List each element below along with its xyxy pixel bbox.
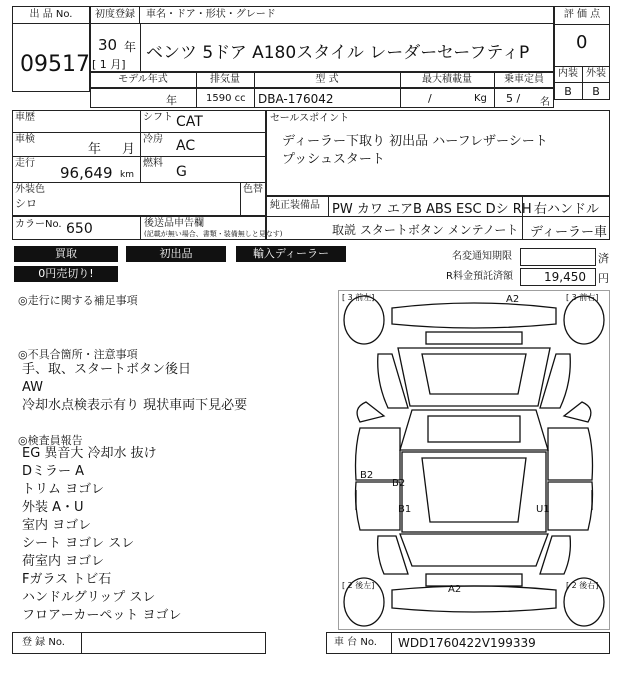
tag-import-dealer: 輸入ディーラー xyxy=(236,246,346,262)
inspection-year: 年 xyxy=(88,142,102,157)
model-code-value: DBA-176042 xyxy=(258,92,334,106)
corner-rear-left: [ 2 後左] xyxy=(342,581,375,590)
capacity-value: 5 / xyxy=(506,92,521,105)
model-year-label: モデル年式 xyxy=(118,74,168,85)
score-label: 評 価 点 xyxy=(563,9,601,20)
color-change-label: 色替 xyxy=(243,184,263,195)
score-label-line xyxy=(554,24,610,25)
inspector-line: 外装 A・U xyxy=(22,500,84,515)
defect-line: 手、取、スタートボタン後日 xyxy=(22,362,192,377)
corner-front-right: [ 3 前右] xyxy=(566,293,599,302)
corner-front-left: [ 3 前左] xyxy=(342,293,375,302)
lot-number: 09517 xyxy=(20,52,90,77)
inspection-month: 月 xyxy=(122,142,136,157)
ext-color-label: 外装色 xyxy=(15,184,45,195)
interior-label: 内装 xyxy=(558,68,578,79)
ac-label: 冷房 xyxy=(143,134,163,145)
lot-label: 出 品 No. xyxy=(29,9,73,20)
details-h3 xyxy=(12,182,266,183)
mileage-label: 走行 xyxy=(15,158,35,169)
grade-hline xyxy=(554,82,610,83)
car-diagram xyxy=(338,290,610,630)
damage-mark: B2 xyxy=(360,470,374,481)
max-load-unit: Kg xyxy=(474,93,487,104)
details-h2 xyxy=(12,156,266,157)
max-load-value: / xyxy=(428,92,432,105)
damage-mark: B2 xyxy=(392,478,406,489)
car-label: 車名・ドア・形状・グレード xyxy=(146,9,276,20)
details-h1 xyxy=(12,132,266,133)
model-name: ベンツ 5ドア A180スタイル レーダーセーフティP xyxy=(146,43,530,63)
inspector-line: トリム ヨゴレ xyxy=(22,482,105,497)
handle-side: 右ハンドル xyxy=(534,202,600,217)
year-divider xyxy=(140,24,141,72)
details-vline xyxy=(140,110,141,182)
max-load-label: 最大積載量 xyxy=(422,74,472,85)
inspector-line: フロアーカーペット ヨゴレ xyxy=(22,608,182,623)
ext-color-value: シロ xyxy=(15,197,37,210)
reg-year-unit: 年 xyxy=(124,40,137,54)
mileage-unit: km xyxy=(120,170,134,180)
aftermarket-label: 後送品申告欄 xyxy=(144,218,204,229)
tag-first-listing: 初出品 xyxy=(126,246,226,262)
color-no-vline xyxy=(140,216,141,240)
recycle-unit: 円 xyxy=(598,272,609,285)
displacement-value: 1590 cc xyxy=(206,93,246,104)
color-vline xyxy=(240,182,241,216)
inspection-label: 車検 xyxy=(15,134,35,145)
recycle-value: 19,450 xyxy=(544,270,586,284)
shift-label: シフト xyxy=(143,112,173,123)
equipment-label: 純正装備品 xyxy=(270,200,320,211)
fuel-label: 燃料 xyxy=(143,158,163,169)
inspector-line: Fガラス トビ石 xyxy=(22,572,112,587)
driving-notes-title: ◎走行に関する補足事項 xyxy=(18,294,138,307)
details-box xyxy=(12,110,266,216)
inspector-line: 荷室内 ヨゴレ xyxy=(22,554,105,569)
defect-line: AW xyxy=(22,380,44,395)
defect-line: 冷却水点検表示有り 現状車両下見必要 xyxy=(22,398,248,413)
sales-title: セールスポイント xyxy=(270,113,350,124)
inspector-title: ◎検査員報告 xyxy=(18,434,83,447)
reg-month: [ 1 月] xyxy=(92,58,126,71)
model-code-label: 型 式 xyxy=(315,74,339,85)
tag-zero-yen: 0円売切り! xyxy=(14,266,118,282)
sales-line-2: プッシュスタート xyxy=(282,152,385,167)
reg-year: 30 xyxy=(98,36,118,54)
damage-mark: U1 xyxy=(536,504,550,515)
recycle-label: R料金預託済額 xyxy=(446,271,513,282)
inspector-line: Dミラー A xyxy=(22,464,85,479)
dealer-car: ディーラー車 xyxy=(530,225,607,240)
displacement-label: 排気量 xyxy=(210,74,240,85)
damage-mark: B1 xyxy=(398,504,412,515)
equipment-extras: 取説 スタートボタン メンテノート xyxy=(332,223,519,237)
chassis-value: WDD1760422V199339 xyxy=(398,636,536,650)
capacity-label: 乗車定員 xyxy=(504,74,544,85)
corner-rear-right: [ 2 後右] xyxy=(566,581,599,590)
fuel-value: G xyxy=(176,164,187,180)
color-no-label: カラーNo. xyxy=(15,219,62,230)
inspector-line: シート ヨゴレ スレ xyxy=(22,536,135,551)
mileage-value: 96,649 xyxy=(60,164,113,182)
first-reg-label: 初度登録 xyxy=(95,9,135,20)
name-change-label: 名変通知期限 xyxy=(452,251,512,262)
color-no-value: 650 xyxy=(66,221,93,237)
aftermarket-note: (記載が無い場合、書類・装備無しと見なす) xyxy=(144,230,283,238)
history-label: 車歴 xyxy=(15,112,35,123)
name-change-status: 済 xyxy=(598,252,609,265)
shift-value: CAT xyxy=(176,114,203,130)
model-year-unit: 年 xyxy=(166,94,177,107)
reg-label: 登 録 No. xyxy=(22,637,65,648)
equipment-items: PW カワ エアB ABS ESC Dシ RH xyxy=(332,202,532,217)
equipment-vline-1 xyxy=(328,196,329,216)
chassis-label: 車 台 No. xyxy=(334,637,377,648)
score-value: 0 xyxy=(576,32,588,53)
sales-line-1: ディーラー下取り 初出品 ハーフレザーシート xyxy=(282,134,548,149)
inspector-line: EG 異音大 冷却水 抜け xyxy=(22,446,157,461)
ac-value: AC xyxy=(176,138,196,154)
inspector-line: 室内 ヨゴレ xyxy=(22,518,92,533)
exterior-label: 外装 xyxy=(586,68,606,79)
interior-grade: B xyxy=(564,85,572,98)
name-change-value-box xyxy=(520,248,596,266)
car-outline-svg xyxy=(338,290,610,630)
exterior-grade: B xyxy=(592,85,600,98)
damage-mark: A2 xyxy=(448,584,462,595)
defects-title: ◎不具合箇所・注意事項 xyxy=(18,348,138,361)
capacity-unit: 名 xyxy=(540,97,550,108)
damage-mark: A2 xyxy=(506,294,520,305)
inspector-line: ハンドルグリップ スレ xyxy=(22,590,156,605)
tag-purchase: 買取 xyxy=(14,246,118,262)
